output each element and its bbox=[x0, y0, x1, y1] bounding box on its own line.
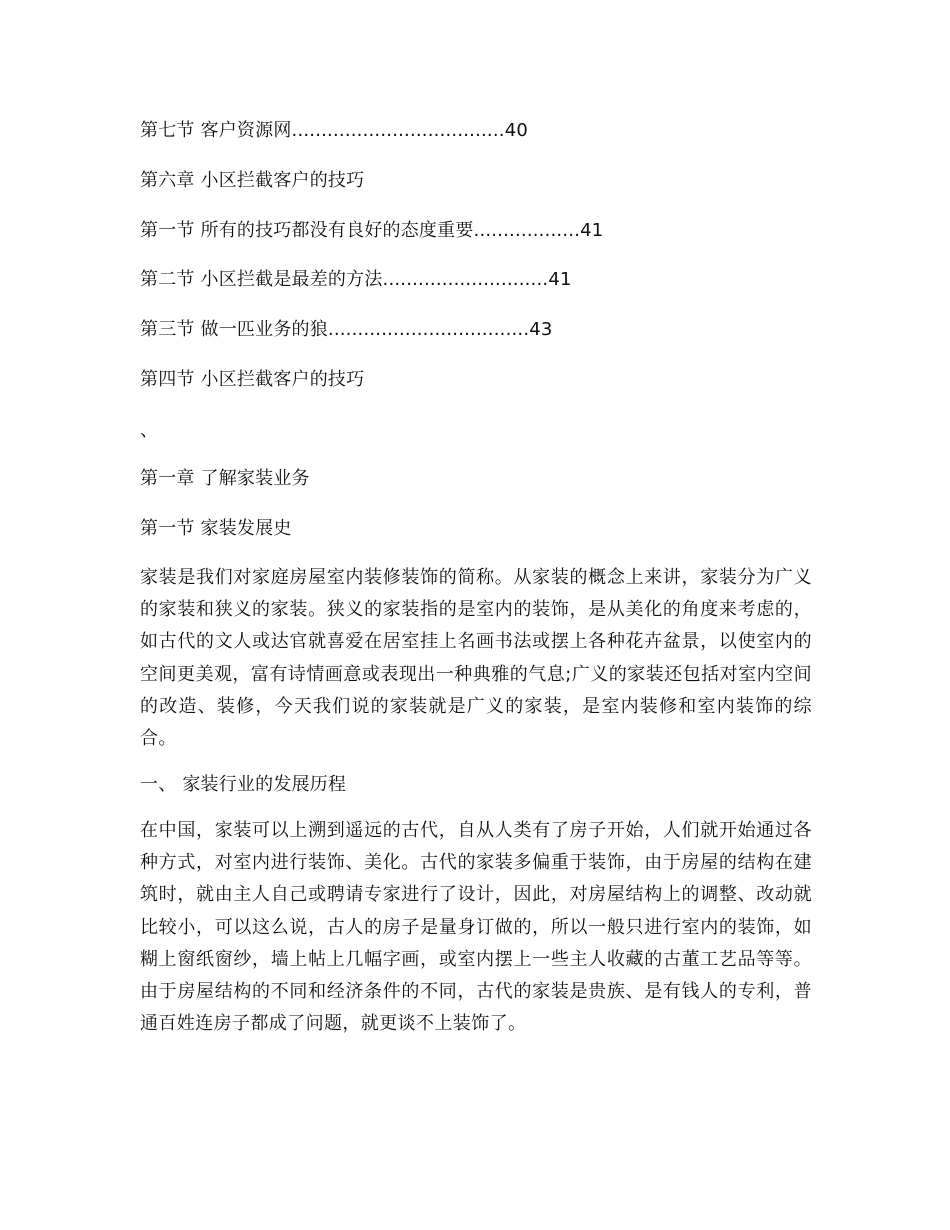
toc-entry-section-4: 第四节 小区拦截客户的技巧 bbox=[140, 369, 365, 390]
toc-entry-section-2: 第二节 小区拦截是最差的方法............................41 bbox=[140, 269, 572, 290]
chapter-title: 第一章 了解家装业务 bbox=[140, 468, 310, 489]
paragraph-intro: 家装是我们对家庭房屋室内装修装饰的简称。从家装的概念上来讲，家装分为广义的家装和狭义的家装。狭义的家装指的是室内的装饰，是从美化的角度来考虑的，如古代的文人或达官就喜爱在居室挂上名画书法或摆上各种花卉盆景，以使室内的空间更美观，富有诗情画意或表现出一种典雅的气息;广义的家装还包括对室内空间的改造、装修，今天我们说的家装就是广义的家装，是室内装修和室内装饰的综合。 bbox=[140, 567, 812, 750]
section-title: 第一节 家装发展史 bbox=[140, 518, 292, 539]
toc-entry-section-7: 第七节 客户资源网....................................40 bbox=[140, 120, 529, 141]
toc-entry-section-3: 第三节 做一匹业务的狼..................................43 bbox=[140, 319, 553, 340]
paragraph-history: 在中国，家装可以上溯到遥远的古代，自从人类有了房子开始，人们就开始通过各种方式，对室内进行装饰、美化。古代的家装多偏重于装饰，由于房屋的结构在建筑时，就由主人自己或聘请专家进行了设计，因此，对房屋结构上的调整、改动就比较小，可以这么说，古人的房子是量身订做的，所以一般只进行室内的装饰，如糊上窗纸窗纱，墙上帖上几幅字画，或室内摆上一些主人收藏的古董工艺品等等。由于房屋结构的不同和经济条件的不同，古代的家装是贵族、是有钱人的专利，普通百姓连房子都成了问题，就更谈不上装饰了。 bbox=[140, 820, 812, 1035]
separator-mark: 、 bbox=[140, 420, 159, 441]
toc-entry-chapter-6: 第六章 小区拦截客户的技巧 bbox=[140, 170, 365, 191]
subheading: 一、 家装行业的发展历程 bbox=[140, 774, 347, 795]
toc-entry-section-1: 第一节 所有的技巧都没有良好的态度重要..................41 bbox=[140, 220, 604, 241]
